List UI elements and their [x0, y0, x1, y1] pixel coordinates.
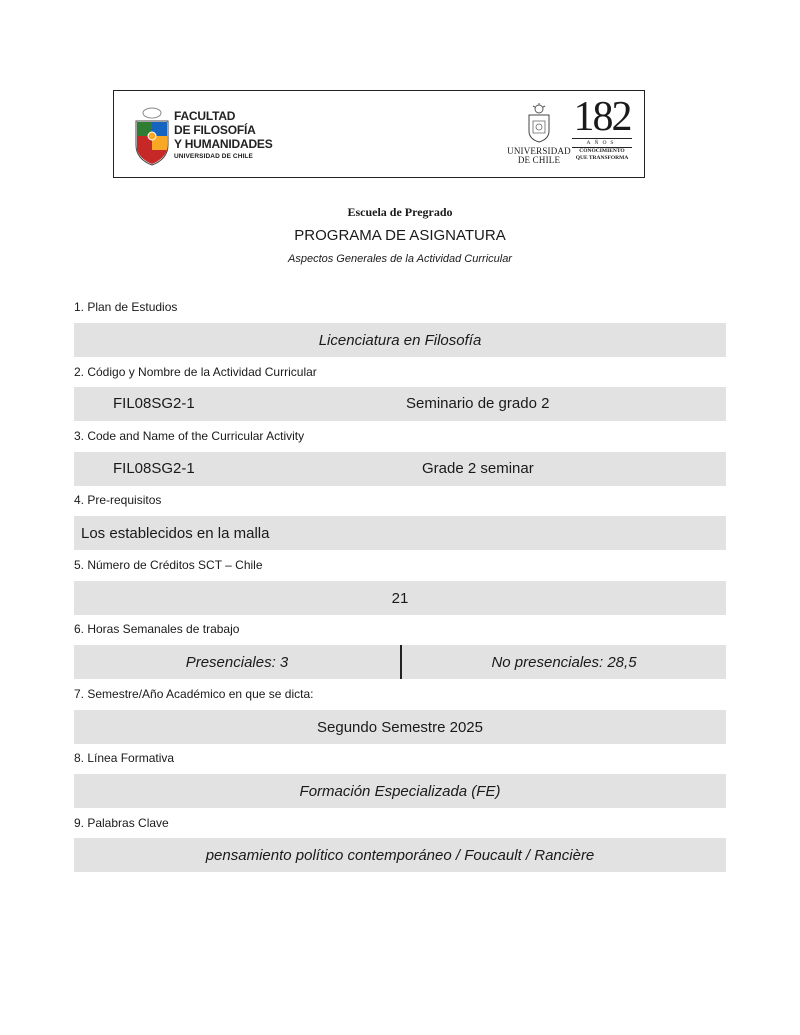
- faculty-line-2: DE FILOSOFÍA: [174, 123, 256, 137]
- page-title: PROGRAMA DE ASIGNATURA: [294, 227, 506, 244]
- field-plan-estudios: [74, 323, 726, 357]
- anniversary-tagline-2: QUE TRANSFORMA: [575, 154, 629, 161]
- field-creditos: [74, 581, 726, 615]
- label-plan-estudios: 1. Plan de Estudios: [74, 300, 178, 314]
- faculty-university: UNIVERSIDAD DE CHILE: [174, 153, 253, 160]
- field-prerequisitos: [74, 516, 726, 550]
- uchile-crest-icon: [524, 103, 554, 143]
- field-palabras-clave: [74, 838, 726, 872]
- value-code: FIL08SG2-1: [113, 460, 195, 477]
- value-prerequisitos: Los establecidos en la malla: [81, 524, 270, 542]
- anniversary-logo: [572, 94, 632, 169]
- field-horas: [74, 645, 726, 679]
- value-palabras-clave: pensamiento político contemporáneo / Foucault / Rancière: [205, 846, 595, 864]
- header-logo-box: [113, 90, 645, 178]
- faculty-crest-icon: [134, 105, 170, 167]
- label-horas: 6. Horas Semanales de trabajo: [74, 622, 240, 636]
- school-name: Escuela de Pregrado: [347, 205, 453, 219]
- value-codigo: FIL08SG2-1: [113, 395, 195, 412]
- value-presenciales: Presenciales: 3: [185, 653, 289, 671]
- page-subtitle: Aspectos Generales de la Actividad Curricular: [288, 253, 512, 265]
- label-semestre: 7. Semestre/Año Académico en que se dicta:: [74, 687, 314, 701]
- label-linea-formativa: 8. Línea Formativa: [74, 751, 175, 765]
- uchile-name: [506, 147, 572, 165]
- field-code-name: [74, 452, 726, 486]
- value-plan-estudios: Licenciatura en Filosofía: [318, 331, 482, 349]
- faculty-line-3: Y HUMANIDADES: [174, 137, 273, 151]
- field-semestre: [74, 710, 726, 744]
- anniversary-tagline-1: CONOCIMIENTO: [579, 148, 625, 154]
- value-creditos: 21: [391, 589, 409, 607]
- faculty-name: [174, 109, 273, 160]
- label-creditos: 5. Número de Créditos SCT – Chile: [74, 558, 263, 572]
- value-no-presenciales: No presenciales: 28,5: [491, 653, 637, 671]
- label-palabras-clave: 9. Palabras Clave: [74, 816, 169, 830]
- label-code-name: 3. Code and Name of the Curricular Activity: [74, 429, 305, 443]
- uchile-line-2: DE CHILE: [517, 155, 561, 165]
- uchile-logo: [506, 103, 572, 167]
- label-prerequisitos: 4. Pre-requisitos: [74, 493, 162, 507]
- uchile-line-1: UNIVERSIDAD: [507, 146, 571, 156]
- faculty-line-1: FACULTAD: [174, 109, 236, 123]
- anniversary-anos: AÑOS: [572, 138, 632, 148]
- anniversary-number: 182: [573, 94, 631, 140]
- value-name: Grade 2 seminar: [422, 460, 534, 477]
- value-semestre: Segundo Semestre 2025: [317, 718, 483, 736]
- field-codigo-nombre: [74, 387, 726, 421]
- value-linea-formativa: Formación Especializada (FE): [299, 782, 501, 800]
- field-linea-formativa: [74, 774, 726, 808]
- value-nombre: Seminario de grado 2: [406, 395, 550, 412]
- label-codigo-nombre: 2. Código y Nombre de la Actividad Curricular: [74, 365, 317, 379]
